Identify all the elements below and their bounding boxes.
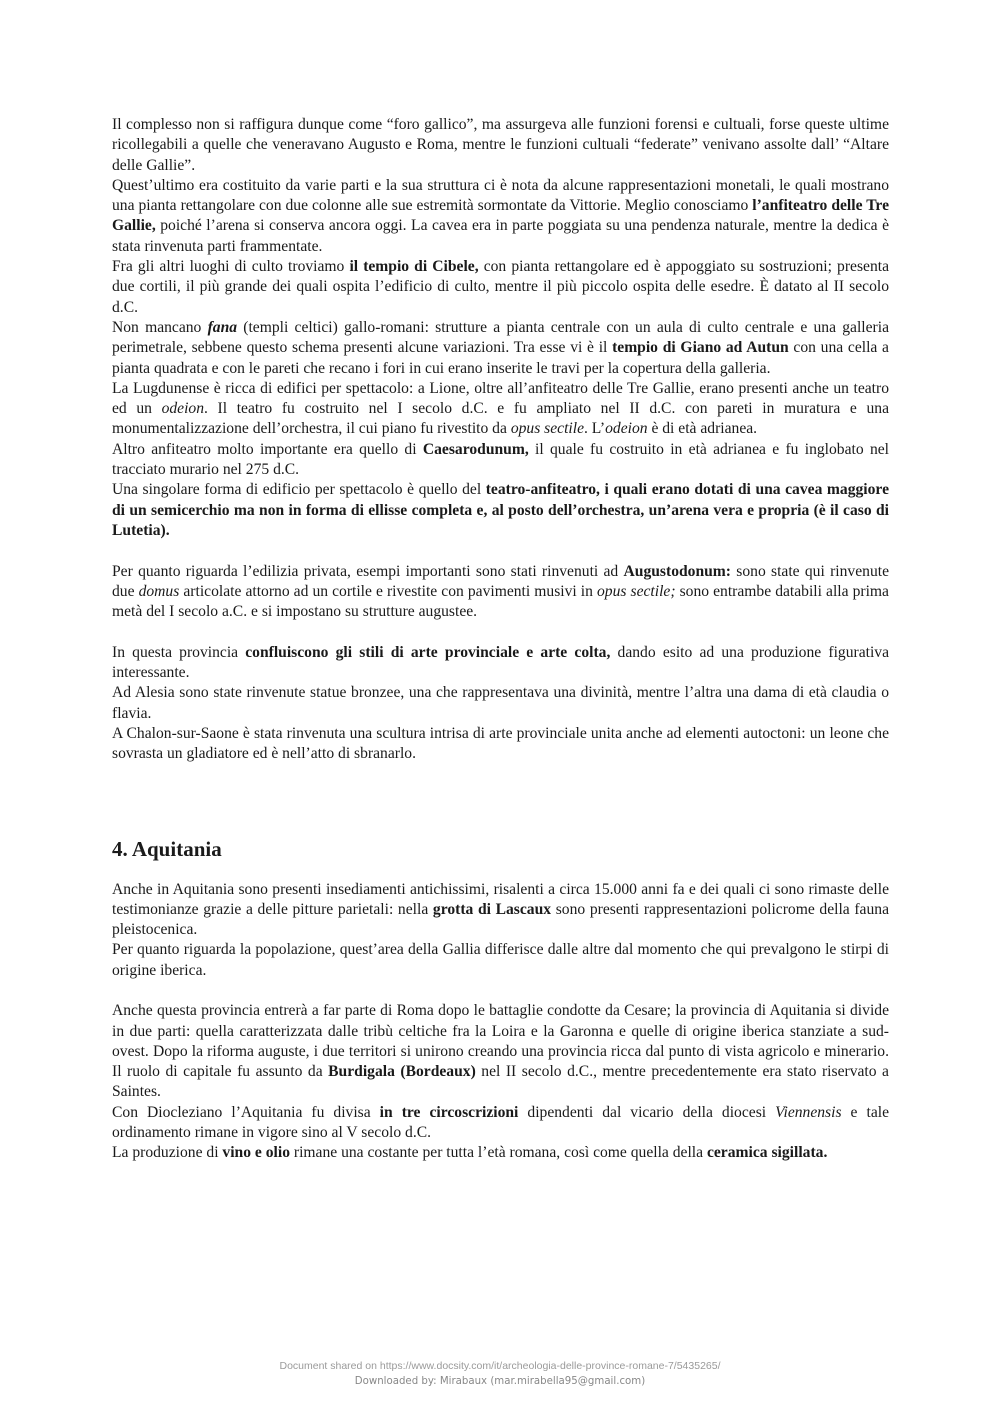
text-run: Viennensis [775, 1103, 842, 1121]
section-art [112, 643, 889, 765]
spacer [112, 622, 889, 642]
text-run: teatro-anfiteatro, i quali erano dotati di una cavea maggiore di un semicerchio ma non in forma di ellisse completa e, al posto dell’orchestra, un’arena vera e propria (è il caso di Lutetia). [112, 481, 889, 539]
text-run: con una cella a pianta quadrata e con le pareti che recano i fori in cui erano inserite le travi per la copertura della galleria. [112, 339, 889, 377]
text-run: In questa provincia [112, 643, 246, 661]
section-heading: 4. Aquitania [112, 836, 222, 861]
text-run: vino e olio [222, 1144, 290, 1162]
text-run: Il complesso non si raffigura dunque come “foro gallico”, ma assurgeva alle funzioni forensi e cultuali, forse queste ultime ricollegabili a quelle che veneravano Augusto e Roma, mentre le funzioni cultuali “federate” venivano assolte dall’ “Altare delle Gallie”. [112, 116, 889, 174]
text-run: Non mancano [112, 318, 208, 336]
text-run: con pianta rettangolare ed è appoggiato su sostruzioni; presenta due cortili, il più grande dei quali ospita l’edificio di culto, mentre il più piccolo ospita delle esedre. È datato al II secolo d.C. [112, 258, 889, 316]
text-run: A Chalon-sur-Saone è stata rinvenuta una scultura intrisa di arte provinciale unita anche ad elementi autoctoni: un leone che sovrasta un gladiatore ed è nell’atto di sbranarlo. [112, 724, 889, 763]
section-aquitania-intro [112, 880, 889, 981]
text-run: Fra gli altri luoghi di culto troviamo [112, 258, 350, 276]
paragraph [112, 257, 889, 318]
text-run: dipendenti dal vicario della diocesi [518, 1103, 776, 1121]
paragraph [112, 683, 889, 724]
paragraph [112, 940, 889, 981]
document-body [112, 115, 889, 1164]
text-run: il quale fu costruito in età adrianea e fu inglobato nel tracciato murario nel 275 d.C. [112, 440, 889, 479]
text-run: ceramica sigillata. [706, 1144, 828, 1162]
paragraph [112, 1001, 889, 1102]
paragraph [112, 318, 889, 379]
text-run: . L’ [584, 420, 606, 438]
text-run: sono presenti rappresentazioni policrome della fauna pleistocenica. [112, 900, 889, 939]
text-run: La Lugdunense è ricca di edifici per spettacolo: a Lione, oltre all’anfiteatro delle Tre Gallie, erano presenti anche un teatro ed un [112, 379, 889, 418]
text-run: Per quanto riguarda l’edilizia privata, esempi importanti sono stati rinvenuti ad [112, 562, 624, 580]
text-run: grotta di Lascaux [432, 900, 552, 918]
footer-shared-link[interactable]: Document shared on https://www.docsity.com/it/archeologia-delle-province-romane-7/5435265/ [279, 1360, 721, 1372]
paragraph [112, 115, 889, 176]
paragraph [112, 562, 889, 623]
text-run: domus [138, 582, 180, 600]
text-run: rimane una costante per tutta l’età romana, così come quella della [290, 1144, 707, 1162]
text-run: dando esito ad una produzione figurativa interessante. [112, 643, 889, 682]
text-run: Caesarodunum, [422, 440, 529, 458]
text-run: opus sectile [510, 420, 584, 438]
paragraph [112, 880, 889, 941]
text-run: l’anfiteatro delle Tre Gallie, [112, 197, 889, 235]
text-run: nel II secolo d.C., mentre precedentemente era stato riservato a Saintes. [112, 1063, 889, 1101]
text-run: . Il teatro fu costruito nel I secolo d.C. e fu ampliato nel II d.C. con pareti in muratura e una monumentalizzazione dell’orchestra, il cui piano fu rivestito da [112, 400, 889, 438]
text-run: e tale ordinamento rimane in vigore sino al V secolo d.C. [112, 1103, 889, 1142]
paragraph [112, 176, 889, 257]
text-run: confluiscono gli stili di arte provinciale e arte colta, [245, 643, 611, 661]
text-run: è di età adrianea. [647, 420, 758, 438]
section-private-buildings [112, 562, 889, 623]
text-run: Burdigala (Bordeaux) [328, 1063, 476, 1081]
text-run: il tempio di Cibele, [349, 258, 479, 276]
text-run: Quest’ultimo era costituito da varie parti e la sua struttura ci è nota da alcune rappresentazioni monetali, le quali mostrano una pianta rettangolare con due colonne alle sue estremità sormontate da Vittorie. Meglio conosciamo [112, 176, 889, 215]
spacer [112, 765, 889, 825]
text-run: Augustodonum: [623, 562, 731, 580]
paragraph [112, 643, 889, 684]
spacer [112, 541, 889, 561]
text-run: tempio di Giano ad Autun [612, 339, 789, 357]
paragraph [112, 379, 889, 440]
text-run: La produzione di [112, 1144, 223, 1162]
paragraph [112, 440, 889, 481]
text-run: sono state qui rinvenute due [112, 562, 889, 600]
text-run: Per quanto riguarda la popolazione, quest’area della Gallia differisce dalle altre dal momento che qui prevalgono le stirpi di origine iberica. [112, 941, 889, 979]
section-lugdunense [112, 115, 889, 541]
paragraph [112, 1143, 889, 1163]
text-run: Ad Alesia sono state rinvenute statue bronzee, una che rappresentava una divinità, mentre l’altra una dama di età claudia o flavia. [112, 684, 889, 722]
text-run: Anche in Aquitania sono presenti insediamenti antichissimi, risalenti a circa 15.000 anni fa e dei quali ci sono rimaste delle testimonianze grazie a delle pitture parietali: nella [112, 880, 889, 918]
text-run: opus sectile; [597, 582, 676, 600]
text-run: odeion [605, 420, 648, 438]
text-run: Con Diocleziano l’Aquitania fu divisa [112, 1103, 380, 1121]
paragraph [112, 724, 889, 765]
text-run: (templi celtici) gallo-romani: strutture a pianta centrale con un aula di culto centrale e una galleria perimetrale, sebbene questo schema presenti alcune variazioni. Tra esse vi è il [112, 318, 889, 357]
text-run: sono entrambe databili alla prima metà del I secolo a.C. e si impostano su strutture augustee. [112, 582, 889, 621]
text-run: articolate attorno ad un cortile e rivestite con pavimenti musivi in [179, 582, 597, 600]
spacer [112, 981, 889, 1001]
footer-downloaded-by: Downloaded by: Mirabaux (mar.mirabella95@gmail.com) [354, 1376, 646, 1387]
text-run: poiché l’arena si conserva ancora oggi. La cavea era in parte poggiata su una pendenza naturale, mentre la dedica è stata rinvenuta parti frammentate. [112, 217, 889, 255]
text-run: fana [207, 318, 238, 336]
text-run: Anche questa provincia entrerà a far parte di Roma dopo le battaglie condotte da Cesare; la provincia di Aquitania si divide in due parti: quella caratterizzata dalle tribù celtiche fra la Loira e la Garonna e quelle di origine iberica stanziate a sud-ovest. Dopo la riforma auguste, i due territori si unirono creando una provincia ricca dal punto di vista agricolo e minerario. Il ruolo di capitale fu assunto da [112, 1002, 889, 1081]
text-run: Una singolare forma di edificio per spettacolo è quello del [112, 481, 486, 499]
section-aquitania-history [112, 1001, 889, 1163]
text-run: in tre circoscrizioni [379, 1103, 519, 1121]
paragraph [112, 480, 889, 541]
text-run: odeion [161, 400, 205, 418]
text-run: Altro anfiteatro molto importante era quello di [112, 440, 423, 458]
paragraph [112, 1103, 889, 1144]
